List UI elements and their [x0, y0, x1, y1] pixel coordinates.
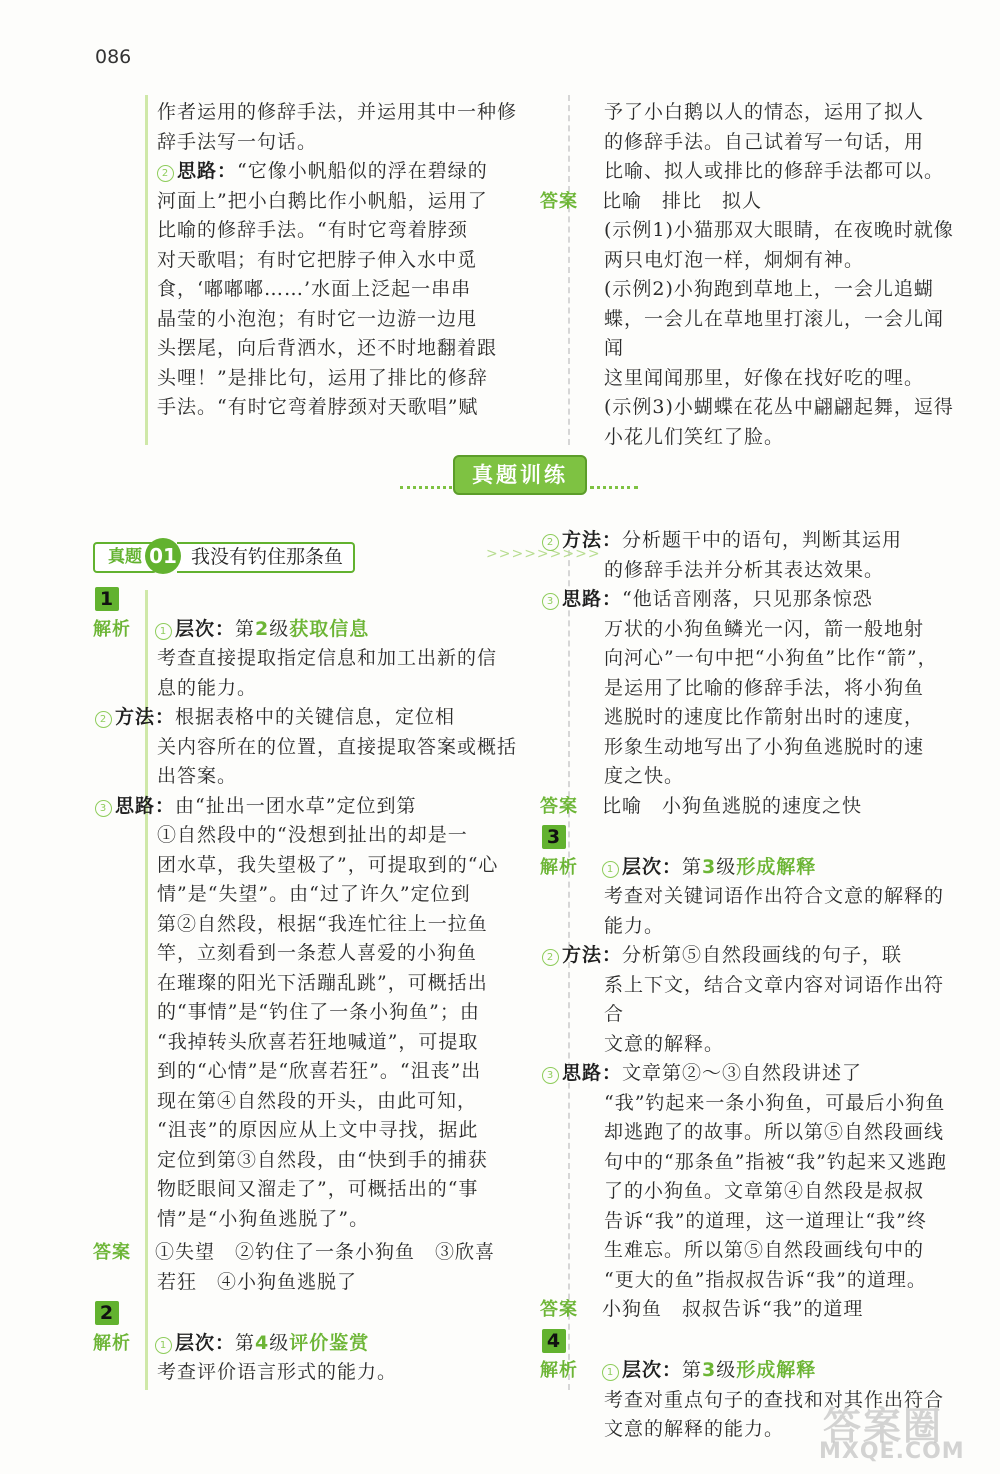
text-line: 考查评价语言形式的能力。 [157, 1361, 398, 1383]
q2-level [95, 1329, 535, 1359]
upper-right-column [542, 98, 962, 452]
answer-label: 答案 [93, 1242, 131, 1263]
text-line: 了的小狗鱼。文章第④自然段是叔叔 [604, 1180, 925, 1202]
text-line: (示例1)小猫那双大眼睛，在夜晚时就像 [604, 219, 954, 241]
circle-1-icon: 1 [602, 861, 619, 878]
question-4-number: 4 [542, 1329, 566, 1353]
thought-first: 文章第②～③自然段讲述了 [622, 1062, 863, 1084]
answer-label: 答案 [540, 1299, 578, 1320]
question-banner-label: 真题 [93, 542, 157, 573]
question-3-number: 3 [542, 825, 566, 849]
method-label: 方法： [115, 706, 176, 728]
answer-first: 比喻 排比 拟人 [602, 189, 763, 212]
level-label: 层次： [175, 617, 236, 640]
text-line: 形象生动地写出了小狗鱼逃脱时的速 [604, 735, 925, 758]
text-line: “沮丧”的原因应从上文中寻找，据此 [157, 1119, 479, 1141]
text-line: 能力。 [604, 914, 665, 937]
page-number: 086 [95, 46, 132, 68]
watermark-text: 答案圈 [823, 1404, 944, 1448]
text-line: 关内容所在的位置，直接提取答案或概括 [157, 735, 518, 758]
level-prefix: 第 [682, 855, 703, 878]
text-line: 度之快。 [604, 765, 685, 787]
text-line: 物眨眼间又溜走了”，可概括出的“事 [157, 1178, 479, 1200]
text-line: 小花儿们笑红了脸。 [604, 425, 785, 448]
level-label: 层次： [622, 855, 683, 878]
circle-1-icon: 1 [155, 623, 172, 640]
upper-right-lines [604, 98, 962, 187]
circle-3-icon: 3 [542, 1067, 559, 1084]
circle-1-icon: 1 [602, 1364, 619, 1381]
q2-method-lines [604, 556, 962, 586]
upper-left-thought-lines [157, 187, 537, 423]
watermark-logo [815, 1395, 975, 1465]
text-line: 文意的解释的能力。 [604, 1418, 785, 1440]
section-dots-left [400, 486, 452, 489]
text-line: 万状的小狗鱼鳞光一闪，箭一般地射 [604, 617, 925, 640]
level-name: 评价鉴赏 [289, 1331, 370, 1354]
text-line: 对天歌唱；有时它把脖子伸入水中觅 [157, 248, 478, 271]
thought-label: 思路： [562, 1062, 623, 1084]
watermark-url: MXQE.COM [819, 1439, 965, 1464]
q1-answer [95, 1238, 535, 1268]
thought-first: “他话音刚落，只见那条惊恐 [622, 588, 873, 610]
q1-method [95, 703, 535, 733]
question-banner [93, 540, 601, 574]
section-title: 真题训练 [453, 455, 587, 495]
text-line: 两只电灯泡一样，炯炯有神。 [604, 248, 865, 271]
q3-thought-lines [604, 1089, 962, 1296]
analysis-label: 解析 [93, 1332, 131, 1354]
q3-level [542, 853, 962, 883]
upper-left-rule [145, 95, 148, 445]
text-line: 竿，立刻看到一条惹人喜爱的小狗鱼 [157, 942, 478, 964]
method-label: 方法： [562, 944, 623, 966]
text-line: (示例3)小蝴蝶在花丛中翩翩起舞，逗得 [604, 396, 954, 418]
level-number: 3 [702, 855, 717, 878]
circle-2-icon: 2 [542, 534, 559, 551]
answer-label: 答案 [540, 795, 578, 817]
text-line: 是运用了比喻的修辞手法，将小狗鱼 [604, 676, 925, 699]
answer-label: 答案 [540, 190, 578, 212]
text-line: 予了小白鹅以人的情态，运用了拟人 [604, 101, 925, 123]
circle-1-icon: 1 [155, 1337, 172, 1354]
level-prefix: 第 [682, 1359, 703, 1381]
text-line: 比喻的修辞手法。“有时它弯着脖颈 [157, 219, 468, 241]
level-name: 形成解释 [736, 855, 817, 878]
upper-answer [542, 187, 962, 217]
text-line: 的修辞手法。自己试着写一句话，用 [604, 130, 925, 153]
method-first: 根据表格中的关键信息，定位相 [175, 706, 456, 728]
text-line: 情”是“失望”。由“过了许久”定位到 [157, 883, 471, 905]
q3-method-lines [604, 971, 962, 1060]
text-line: 考查直接提取指定信息和加工出新的信 [157, 647, 498, 669]
text-line: (示例2)小狗跑到草地上，一会儿追蝴 [604, 278, 934, 300]
text-line: 句中的“那条鱼”指被“我”钓起来又逃跑 [604, 1150, 947, 1173]
text-line: “更大的鱼”指叔叔告诉“我”的道理。 [604, 1268, 927, 1291]
level-label: 层次： [622, 1359, 683, 1381]
text-line: 告诉“我”的道理，这一道理让“我”终 [604, 1209, 927, 1232]
upper-left-lines [157, 98, 537, 157]
lower-left-column [95, 583, 535, 1388]
q2-level-desc [157, 1358, 535, 1388]
circle-2-icon: 2 [157, 165, 174, 182]
section-banner [400, 450, 640, 500]
text-line: 第②自然段，根据“我连忙往上一拉鱼 [157, 912, 488, 935]
text-line: 若狂 ④小狗鱼逃脱了 [157, 1270, 358, 1293]
text-line: 文意的解释。 [604, 1032, 725, 1055]
text-line: 却逃跑了的故事。所以第⑤自然段画线 [604, 1121, 945, 1143]
text-line: 逃脱时的速度比作箭射出时的速度， [604, 706, 925, 728]
q1-thought-lines [157, 821, 535, 1234]
question-banner-title: 我没有钓住那条鱼 [177, 542, 355, 573]
text-line: 团水草，我失望极了”，可提取到的“心 [157, 853, 499, 876]
text-line: 情”是“小狗鱼逃脱了”。 [157, 1207, 370, 1230]
level-suffix: 级 [716, 1359, 737, 1381]
level-prefix: 第 [235, 617, 256, 640]
level-name: 获取信息 [289, 617, 370, 640]
level-number: 4 [255, 1331, 270, 1354]
q1-thought [95, 792, 535, 822]
answer-text: 小狗鱼 叔叔告诉“我”的道理 [602, 1298, 864, 1320]
upper-left-column [157, 98, 537, 423]
q2-thought [542, 585, 962, 615]
thought-label: 思路： [177, 160, 238, 182]
text-line: 辞手法写一句话。 [157, 130, 318, 153]
text-line: 到的“心情”是“欣喜若狂”。“沮丧”出 [157, 1060, 482, 1082]
circle-2-icon: 2 [542, 949, 559, 966]
thought-first: 由“扯出一团水草”定位到第 [175, 794, 417, 817]
text-line: 的“事情”是“钓住了一条小狗鱼”；由 [157, 1001, 480, 1023]
q3-answer [542, 1295, 962, 1325]
question-2-number: 2 [95, 1301, 119, 1325]
upper-answer-lines [604, 216, 962, 452]
q2-answer [542, 792, 962, 822]
text-line: 出答案。 [157, 765, 238, 787]
circle-3-icon: 3 [542, 593, 559, 610]
lower-right-column [542, 526, 962, 1445]
q3-thought [542, 1059, 962, 1089]
thought-label: 思路： [562, 588, 623, 610]
level-label: 层次： [175, 1331, 236, 1354]
level-suffix: 级 [716, 855, 737, 878]
section-dots-right [590, 486, 638, 489]
q1-method-lines [157, 733, 535, 792]
q2-method [542, 526, 962, 556]
text-line: 生难忘。所以第⑤自然段画线句中的 [604, 1239, 925, 1261]
text-line: 在璀璨的阳光下活蹦乱跳”，可概括出 [157, 971, 488, 994]
text-line: 定位到第③自然段，由“快到手的捕获 [157, 1148, 488, 1171]
analysis-label: 解析 [540, 856, 578, 878]
arrows-decoration: >>>>>>>>> [486, 546, 601, 562]
method-first: 分析题干中的语句，判断其运用 [622, 529, 903, 551]
text-line: 考查对关键词语作出符合文意的解释的 [604, 885, 945, 907]
q1-level [95, 615, 535, 645]
q4-level [542, 1356, 962, 1386]
text-line: 比喻、拟人或排比的修辞手法都可以。 [604, 160, 945, 182]
text-line: ①自然段中的“没想到扯出的却是一 [157, 824, 468, 846]
q3-level-desc [604, 882, 962, 941]
analysis-label: 解析 [93, 618, 131, 640]
text-line: 头摆尾，向后背洒水，还不时地翻着跟 [157, 337, 498, 359]
text-line: 系上下文，结合文章内容对词语作出符合 [604, 973, 945, 1025]
analysis-label: 解析 [540, 1360, 578, 1381]
level-suffix: 级 [269, 617, 290, 640]
method-first: 分析第⑤自然段画线的句子，联 [622, 944, 903, 966]
text-line: 蝶，一会儿在草地里打滚儿，一会儿闻闻 [604, 307, 945, 359]
text-line: 这里闻闻那里，好像在找好吃的哩。 [604, 366, 925, 389]
text-line: 现在第④自然段的开头，由此可知， [157, 1089, 478, 1112]
q1-level-desc [157, 644, 535, 703]
text-line: 手法。“有时它弯着脖颈对天歌唱”赋 [157, 396, 479, 418]
text-line: 息的能力。 [157, 676, 258, 699]
method-label: 方法： [562, 529, 623, 551]
thought-first-line: “它像小帆船似的浮在碧绿的 [237, 160, 488, 182]
circle-3-icon: 3 [95, 800, 112, 817]
level-number: 2 [255, 617, 270, 640]
text-line: 的修辞手法并分析其表达效果。 [604, 558, 885, 581]
text-line: “我掉转头欣喜若狂地喊道”，可提取 [157, 1030, 479, 1053]
level-name: 形成解释 [736, 1359, 817, 1381]
q1-answer-lines [157, 1268, 535, 1298]
thought-label: 思路： [115, 794, 176, 817]
text-line: “我”钓起来一条小狗鱼，可最后小狗鱼 [604, 1091, 946, 1114]
upper-left-thought [157, 157, 537, 187]
answer-first: ①失望 ②钓住了一条小狗鱼 ③欣喜 [155, 1241, 496, 1263]
q2-thought-lines [604, 615, 962, 792]
level-prefix: 第 [235, 1331, 256, 1354]
text-line: 晶莹的小泡泡；有时它一边游一边甩 [157, 307, 478, 330]
text-line: 头哩！”是排比句，运用了排比的修辞 [157, 366, 488, 389]
q3-method [542, 941, 962, 971]
level-number: 3 [702, 1359, 717, 1381]
text-line: 作者运用的修辞手法，并运用其中一种修 [157, 101, 518, 123]
question-banner-number: 01 [145, 538, 181, 574]
question-1-number: 1 [95, 587, 119, 611]
text-line: 向河心”一句中把“小狗鱼”比作“箭”， [604, 647, 938, 669]
text-line: 考查对重点句子的查找和对其作出符合 [604, 1388, 945, 1411]
circle-2-icon: 2 [95, 711, 112, 728]
level-suffix: 级 [269, 1331, 290, 1354]
text-line: 食，‘嘟嘟嘟……’水面上泛起一串串 [157, 278, 472, 300]
answer-text: 比喻 小狗鱼逃脱的速度之快 [602, 794, 863, 817]
text-line: 河面上”把小白鹅比作小帆船，运用了 [157, 189, 488, 212]
